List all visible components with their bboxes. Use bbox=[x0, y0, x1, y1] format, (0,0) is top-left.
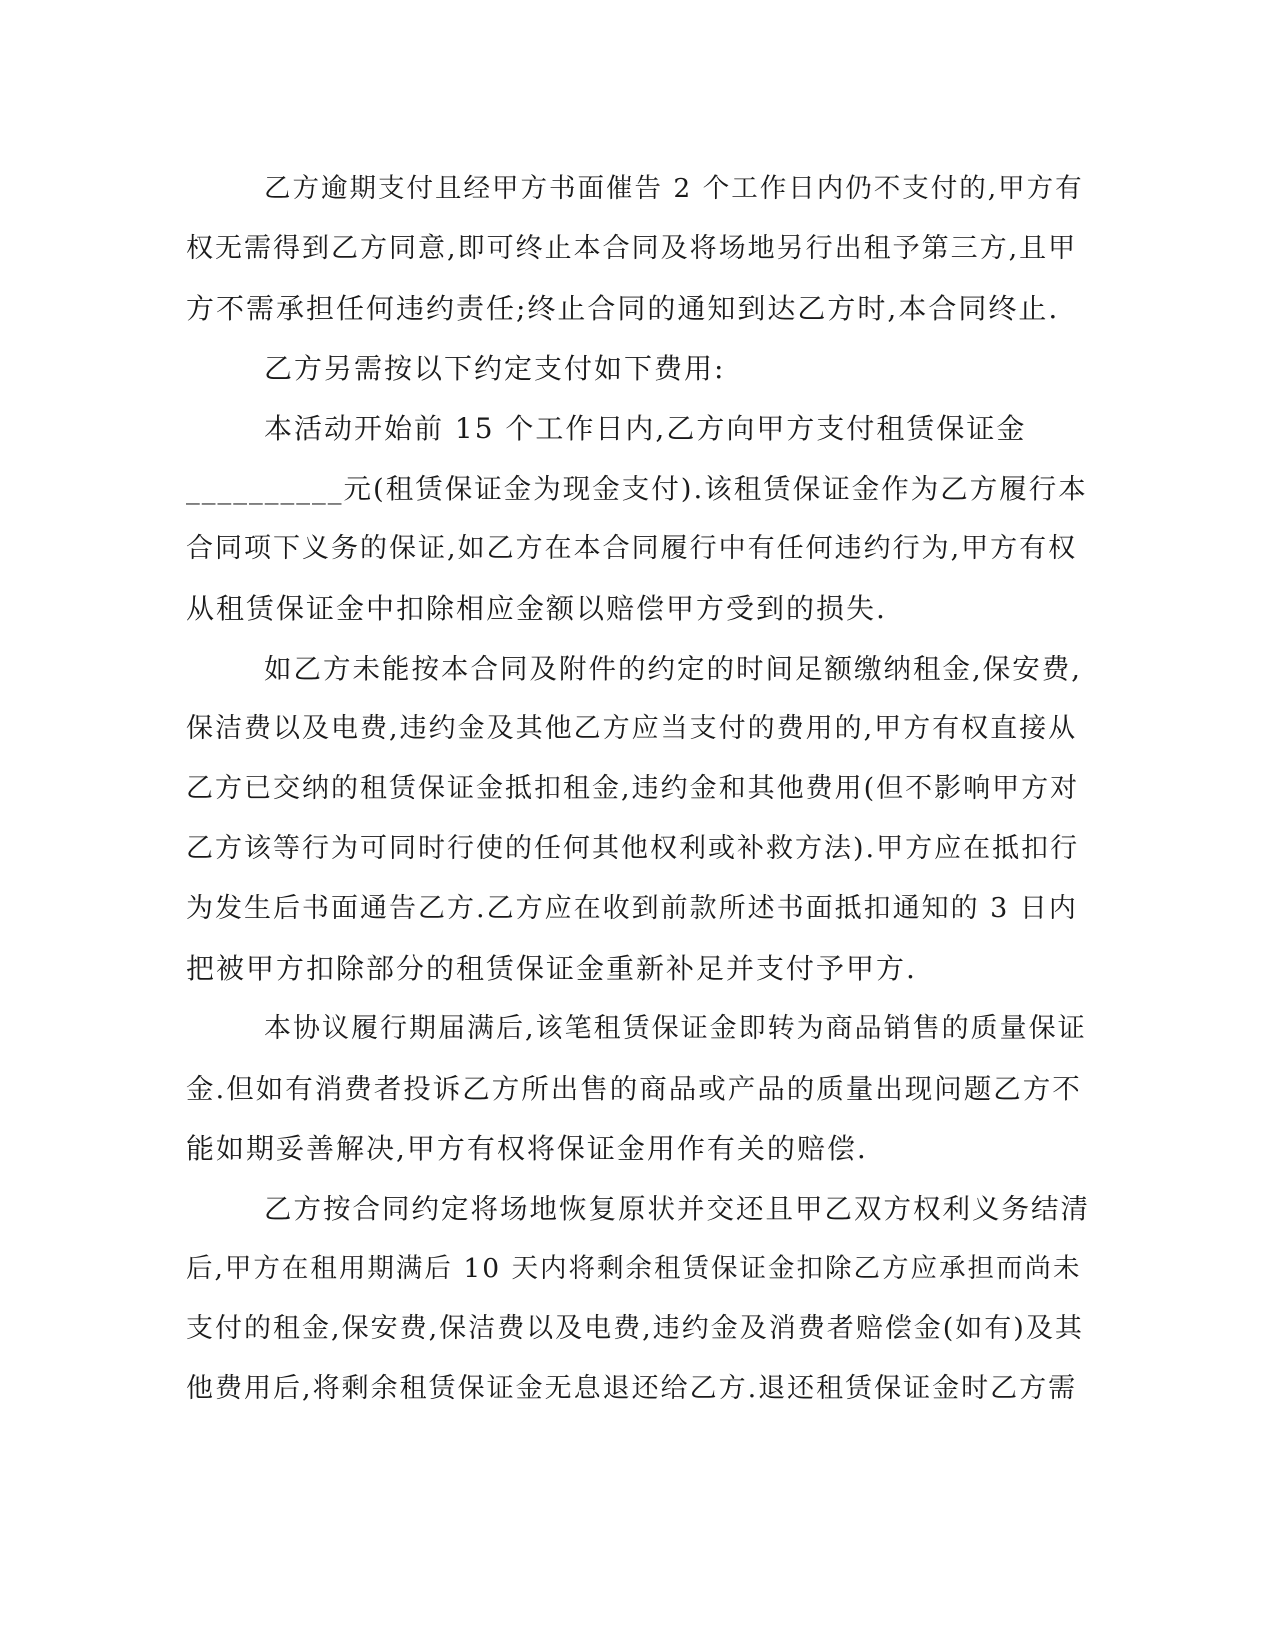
text-line: __________元(租赁保证金为现金支付).该租赁保证金作为乙方履行本 bbox=[186, 473, 1088, 505]
text-line: 乙方已交纳的租赁保证金抵扣租金,违约金和其他费用(但不影响甲方对 bbox=[186, 773, 1080, 804]
text-line: 把被甲方扣除部分的租赁保证金重新补足并支付予甲方. bbox=[186, 952, 917, 985]
text-line: 合同项下义务的保证,如乙方在本合同履行中有任何违约行为,甲方有权 bbox=[186, 533, 1078, 564]
text-line: 权无需得到乙方同意,即可终止本合同及将场地另行出租予第三方,且甲 bbox=[186, 233, 1078, 264]
text-line: 能如期妥善解决,甲方有权将保证金用作有关的赔偿. bbox=[186, 1132, 868, 1165]
text-line: 乙方逾期支付且经甲方书面催告 2 个工作日内仍不支付的,甲方有 bbox=[264, 173, 1084, 204]
text-line: 支付的租金,保安费,保洁费以及电费,违约金及消费者赔偿金(如有)及其 bbox=[186, 1313, 1084, 1344]
text-line: 如乙方未能按本合同及附件的约定的时间足额缴纳租金,保安费, bbox=[264, 653, 1082, 685]
text-line: 乙方按合同约定将场地恢复原状并交还且甲乙双方权利义务结清 bbox=[264, 1193, 1090, 1225]
text-line: 从租赁保证金中扣除相应金额以赔偿甲方受到的损失. bbox=[186, 592, 887, 625]
text-line: 方不需承担任何违约责任;终止合同的通知到达乙方时,本合同终止. bbox=[186, 292, 1060, 325]
text-line: 后,甲方在租用期满后 10 天内将剩余租赁保证金扣除乙方应承担而尚未 bbox=[186, 1253, 1082, 1284]
text-line: 本活动开始前 15 个工作日内,乙方向甲方支付租赁保证金 bbox=[264, 412, 1027, 445]
text-line: 乙方该等行为可同时行使的任何其他权利或补救方法).甲方应在抵扣行 bbox=[186, 833, 1080, 864]
text-line: 他费用后,将剩余租赁保证金无息退还给乙方.退还租赁保证金时乙方需 bbox=[186, 1373, 1078, 1404]
text-line: 金.但如有消费者投诉乙方所出售的商品或产品的质量出现问题乙方不 bbox=[186, 1073, 1082, 1105]
text-line: 为发生后书面通告乙方.乙方应在收到前款所述书面抵扣通知的 3 日内 bbox=[186, 893, 1078, 924]
text-line: 本协议履行期届满后,该笔租赁保证金即转为商品销售的质量保证 bbox=[264, 1013, 1087, 1044]
text-line: 乙方另需按以下约定支付如下费用: bbox=[264, 352, 726, 385]
document-body bbox=[186, 159, 1091, 1419]
text-line: 保洁费以及电费,违约金及其他乙方应当支付的费用的,甲方有权直接从 bbox=[186, 713, 1078, 744]
